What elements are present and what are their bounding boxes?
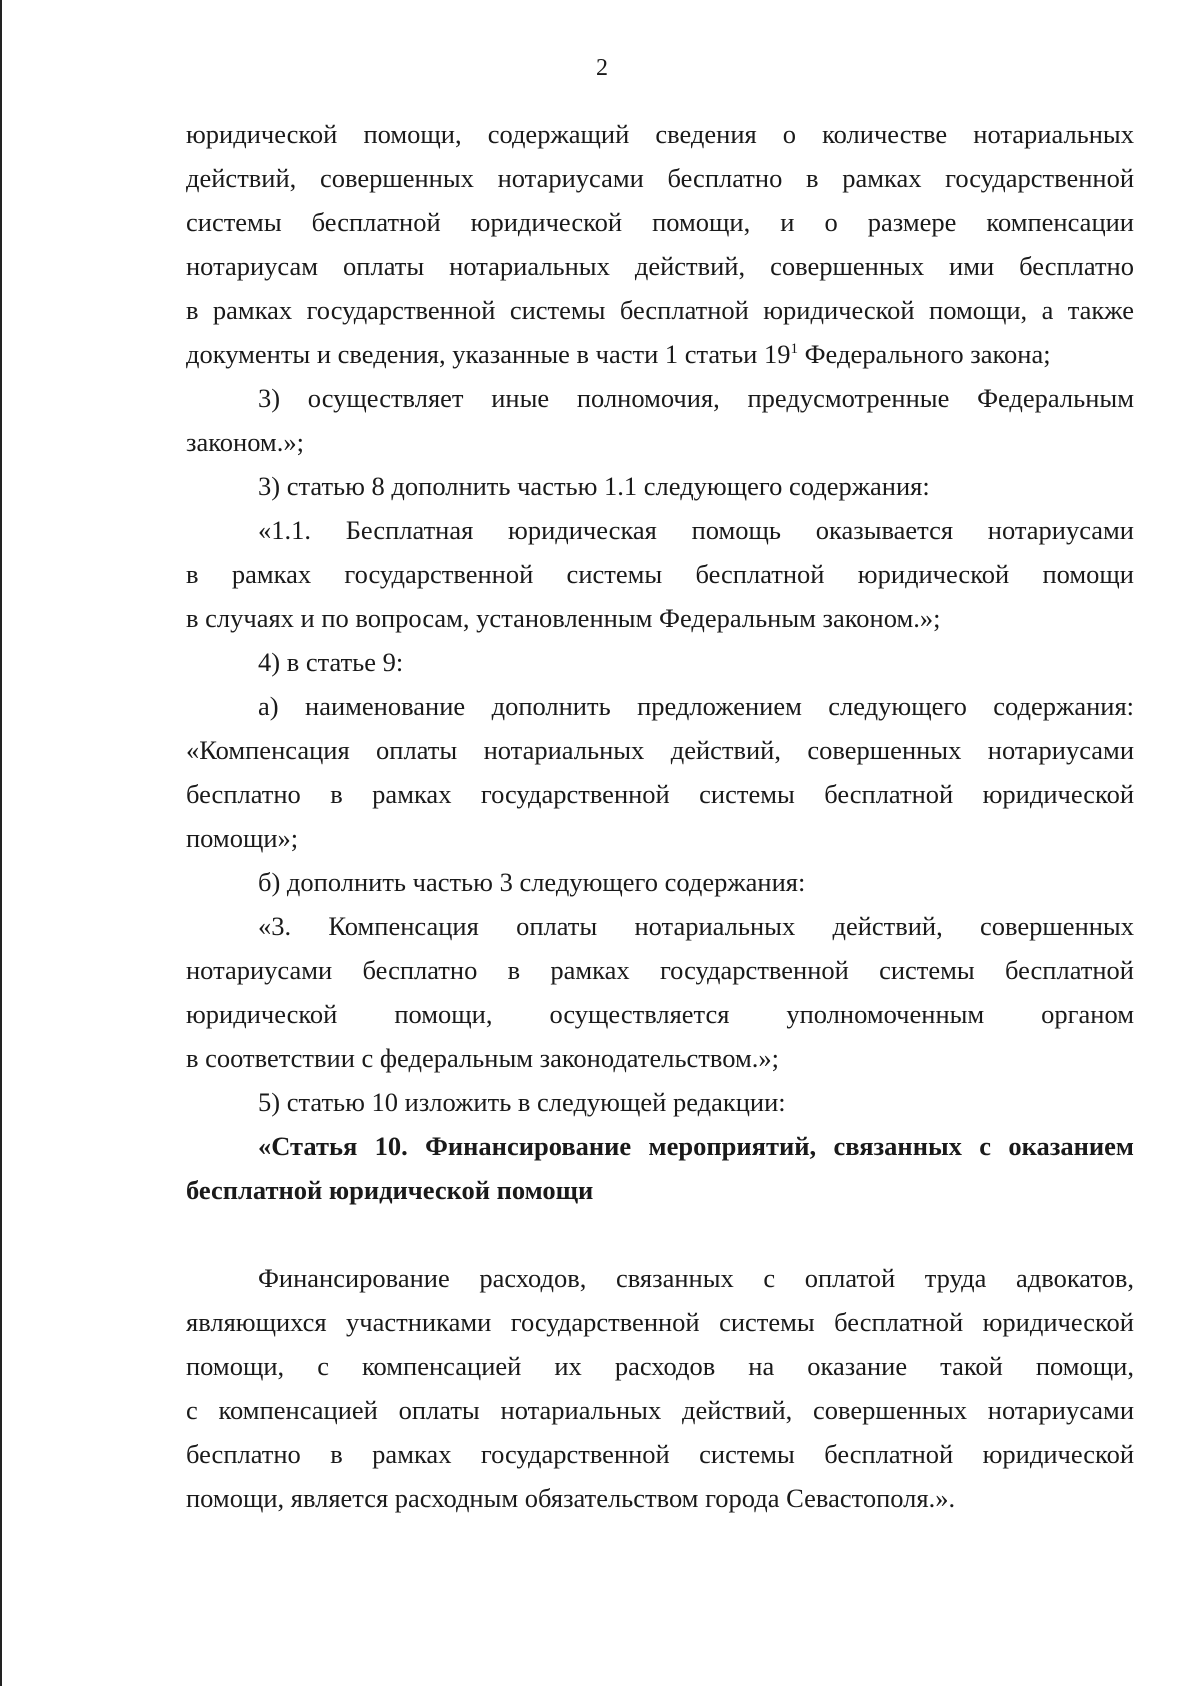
text-line: помощи, с компенсацией их расходов на оказание такой помощи, — [186, 1351, 1134, 1381]
text-line: в рамках государственной системы бесплатной юридической помощи, а также — [186, 295, 1134, 325]
text-line: бесплатно в рамках государственной системы бесплатной юридической — [186, 779, 1134, 809]
text-line: в рамках государственной системы бесплатной юридической помощи — [186, 559, 1134, 589]
text-line: 3) осуществляет иные полномочия, предусмотренные Федеральным — [258, 383, 1134, 413]
text-line: действий, совершенных нотариусами бесплатно в рамках государственной — [186, 163, 1134, 193]
text-line: с компенсацией оплаты нотариальных действий, совершенных нотариусами — [186, 1395, 1134, 1425]
text-line: «Статья 10. Финансирование мероприятий, связанных с оказанием — [258, 1131, 1134, 1161]
text-line: 3) статью 8 дополнить частью 1.1 следующего содержания: — [258, 471, 930, 501]
text-line: 5) статью 10 изложить в следующей редакции: — [258, 1087, 786, 1117]
text-line: в случаях и по вопросам, установленным Федеральным законом.»; — [186, 603, 941, 633]
text-line: бесплатной юридической помощи — [186, 1175, 594, 1205]
text-line: юридической помощи, осуществляется уполномоченным органом — [186, 999, 1134, 1029]
text-line: б) дополнить частью 3 следующего содержания: — [258, 867, 806, 897]
blank-line — [186, 1212, 1134, 1256]
text-line: являющихся участниками государственной системы бесплатной юридической — [186, 1307, 1134, 1337]
text-line: бесплатно в рамках государственной системы бесплатной юридической — [186, 1439, 1134, 1469]
text-line: в соответствии с федеральным законодательством.»; — [186, 1043, 779, 1073]
text-line: а) наименование дополнить предложением следующего содержания: — [258, 691, 1134, 721]
text-line: Финансирование расходов, связанных с оплатой труда адвокатов, — [258, 1263, 1134, 1293]
text-line: законом.»; — [186, 427, 304, 457]
text-line: помощи»; — [186, 823, 299, 853]
text-line: системы бесплатной юридической помощи, и о размере компенсации — [186, 207, 1134, 237]
text-line: нотариусам оплаты нотариальных действий, совершенных ими бесплатно — [186, 251, 1134, 281]
text-line: помощи, является расходным обязательством города Севастополя.». — [186, 1483, 956, 1513]
text-line: юридической помощи, содержащий сведения о количестве нотариальных — [186, 119, 1134, 149]
page-number: 2 — [596, 55, 608, 81]
text-line: «3. Компенсация оплаты нотариальных действий, совершенных — [258, 911, 1134, 941]
text-line: документы и сведения, указанные в части 1 статьи $19^1$ Федерального закона; — [186, 339, 1051, 369]
text-line: «1.1. Бесплатная юридическая помощь оказывается нотариусами — [258, 515, 1134, 545]
text-line: нотариусами бесплатно в рамках государственной системы бесплатной — [186, 955, 1134, 985]
document-body — [186, 112, 1134, 1520]
text-line: 4) в статье 9: — [258, 647, 404, 677]
text-line: «Компенсация оплаты нотариальных действий, совершенных нотариусами — [186, 735, 1134, 765]
